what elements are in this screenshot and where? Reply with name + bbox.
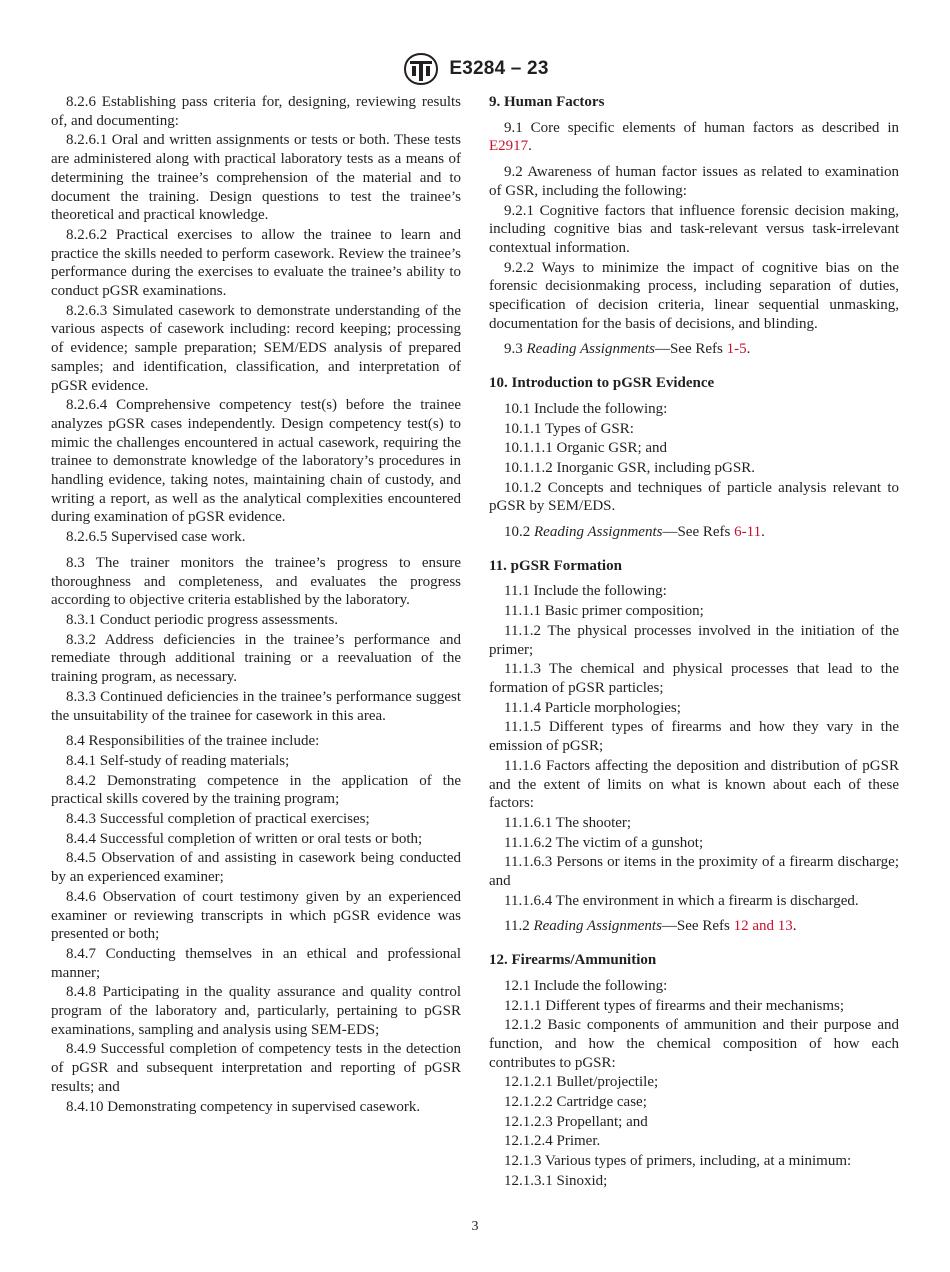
ref-link-6-11[interactable]: 6-11: [734, 524, 762, 541]
para-12-1-2-4: 12.1.2.4 Primer.: [504, 1133, 601, 1150]
para-8-2-6-2: 8.2.6.2 Practical exercises to allow the trainee to learn and practice the skills needed to perform casework. Review the trainee’s performance during the exercises to evaluate the trainee’s ability to conduct pGSR examinations.: [51, 226, 461, 300]
para-12-1-2-2: 12.1.2.2 Cartridge case;: [504, 1094, 647, 1111]
para-11-1-6: 11.1.6 Factors affecting the deposition and distribution of pGSR and the extent of limits on what is known about each of these factors:: [489, 757, 899, 812]
para-9-2-2: 9.2.2 Ways to minimize the impact of cognitive bias on the forensic decisionmaking process, including separation of duties, specification of decision criteria, linear sequential unmasking, documentation for the basis of decisions, and blinding.: [489, 259, 899, 332]
para-8-2-6-5: 8.2.6.5 Supervised case work.: [66, 529, 246, 546]
astm-logo-icon: [401, 52, 441, 86]
para-8-4-7: 8.4.7 Conducting themselves in an ethical and professional manner;: [51, 945, 461, 981]
para-10-2-mid: —See Refs: [662, 524, 735, 541]
para-9-1: [489, 119, 899, 156]
para-8-4-5: 8.4.5 Observation of and assisting in casework being conducted by an experienced examiner;: [51, 850, 461, 886]
para-12-1: 12.1 Include the following:: [504, 977, 668, 994]
para-10-1-1-1: 10.1.1.1 Organic GSR; and: [504, 440, 668, 457]
heading-9: 9. Human Factors: [489, 94, 605, 110]
heading-11: 11. pGSR Formation: [489, 557, 622, 574]
para-10-2-num: 10.2: [504, 524, 534, 541]
para-11-1-6-1: 11.1.6.1 The shooter;: [504, 814, 632, 831]
para-12-1-2-3: 12.1.2.3 Propellant; and: [504, 1113, 648, 1130]
page-number: 3: [471, 1219, 479, 1234]
para-12-1-3: 12.1.3 Various types of primers, including, at a minimum:: [504, 1153, 852, 1170]
para-9-3: [489, 340, 899, 359]
para-11-1: 11.1 Include the following:: [504, 583, 667, 600]
para-8-4-3: 8.4.3 Successful completion of practical exercises;: [66, 811, 370, 828]
para-11-2-mid: —See Refs: [661, 918, 734, 935]
para-9-1-end: .: [528, 138, 532, 155]
ref-link-1-5[interactable]: 1-5: [726, 341, 747, 358]
right-column: [489, 93, 899, 1192]
para-8-4-1: 8.4.1 Self-study of reading materials;: [66, 752, 290, 769]
para-8-2-6: 8.2.6 Establishing pass criteria for, designing, reviewing results of, and documenting:: [51, 94, 461, 129]
document-id: E3284 – 23: [449, 58, 549, 79]
para-11-1-6-4: 11.1.6.4 The environment in which a firearm is discharged.: [504, 892, 859, 909]
ref-link-12-13[interactable]: 12 and 13: [733, 918, 793, 935]
para-8-4-6: 8.4.6 Observation of court testimony given by an experienced examiner or reviewing transcripts in which pGSR evidence was presented or both;: [51, 888, 461, 943]
para-11-2-end: .: [792, 918, 797, 935]
para-11-1-4: 11.1.4 Particle morphologies;: [504, 699, 681, 716]
reading-assignments-label: Reading Assignments: [534, 524, 663, 541]
para-9-2: 9.2 Awareness of human factor issues as related to examination of GSR, including the following:: [489, 164, 899, 199]
para-10-1-2: 10.1.2 Concepts and techniques of particle analysis relevant to pGSR by SEM/EDS.: [489, 479, 899, 515]
para-8-2-6-4: 8.2.6.4 Comprehensive competency test(s) before the trainee analyzes pGSR cases independently. Design competency test(s) to mimic the challenges encountered in actual casework, requiring the trainee to demonstrate knowledge of the laboratory’s procedures in handling evidence, taking notes, maintaining chain of custody, and writing a report, as well as the analytical complexities encountered during examination of pGSR evidence.: [51, 397, 461, 526]
para-8-4-8: 8.4.8 Participating in the quality assurance and quality control program of the laboratory and, particularly, pertaining to pGSR examinations, sampling and analysis using SEM-EDS;: [51, 984, 461, 1038]
para-11-1-6-3: 11.1.6.3 Persons or items in the proximity of a firearm discharge; and: [489, 854, 899, 890]
para-10-2-end: .: [761, 524, 765, 541]
para-12-1-2-1: 12.1.2.1 Bullet/projectile;: [504, 1074, 659, 1091]
left-column: [51, 93, 461, 1117]
heading-12: 12. Firearms/Ammunition: [489, 952, 657, 969]
para-9-1-text: 9.1 Core specific elements of human factors as described in: [504, 119, 899, 136]
para-8-3-2: 8.3.2 Address deficiencies in the trainee’s performance and remediate through additional training or a reevaluation of the training program, as necessary.: [51, 631, 461, 686]
para-10-1: 10.1 Include the following:: [504, 400, 668, 417]
para-10-1-1: 10.1.1 Types of GSR:: [504, 420, 634, 437]
para-8-4-4: 8.4.4 Successful completion of written or oral tests or both;: [66, 830, 423, 847]
para-10-2: [489, 523, 899, 542]
reading-assignments-label: Reading Assignments: [526, 341, 655, 358]
reading-assignments-label: Reading Assignments: [533, 918, 662, 935]
para-8-4-2: 8.4.2 Demonstrating competence in the application of the practical skills covered by the training program;: [51, 772, 461, 808]
para-12-1-2: 12.1.2 Basic components of ammunition and their purpose and function, and how the chemical composition of how each contributes to pGSR:: [489, 1017, 899, 1071]
para-11-2-num: 11.2: [504, 918, 534, 935]
para-9-3-num: 9.3: [504, 341, 527, 358]
page-header: [0, 52, 950, 86]
para-8-4-10: 8.4.10 Demonstrating competency in supervised casework.: [66, 1098, 421, 1115]
para-11-1-2: 11.1.2 The physical processes involved in the initiation of the primer;: [489, 622, 899, 658]
para-12-1-3-1: 12.1.3.1 Sinoxid;: [504, 1172, 608, 1189]
para-9-2-1: 9.2.1 Cognitive factors that influence forensic decision making, including cognitive bias and task-relevant versus task-irrelevant contextual information.: [489, 202, 899, 256]
para-8-2-6-3: 8.2.6.3 Simulated casework to demonstrate understanding of the various aspects of casework including: record keeping; processing of evidence; sample preparation; SEM/EDS analysis of prepared samples; and identification, classification, and interpretation of pGSR evidence.: [51, 302, 461, 394]
para-11-1-1: 11.1.1 Basic primer composition;: [504, 603, 704, 620]
para-11-1-3: 11.1.3 The chemical and physical processes that lead to the formation of pGSR particles;: [489, 661, 899, 696]
para-10-1-1-2: 10.1.1.2 Inorganic GSR, including pGSR.: [504, 459, 755, 476]
para-8-4: 8.4 Responsibilities of the trainee include:: [66, 733, 320, 750]
para-12-1-1: 12.1.1 Different types of firearms and their mechanisms;: [504, 997, 845, 1014]
para-8-2-6-1: 8.2.6.1 Oral and written assignments or tests or both. These tests are administered along with practical laboratory tests as a means of determining the trainee’s comprehension of the material and to document the training. Design questions to test the trainee’s theoretical and practical knowledge.: [51, 132, 461, 224]
para-11-1-5: 11.1.5 Different types of firearms and how they vary in the emission of pGSR;: [489, 719, 899, 755]
para-11-1-6-2: 11.1.6.2 The victim of a gunshot;: [504, 834, 704, 851]
para-8-3-1: 8.3.1 Conduct periodic progress assessments.: [66, 611, 339, 628]
ref-link-e2917[interactable]: E2917: [489, 138, 529, 155]
para-9-3-mid: —See Refs: [654, 341, 727, 358]
para-8-3-3: 8.3.3 Continued deficiencies in the trainee’s performance suggest the unsuitability of the trainee for casework in this area.: [51, 688, 461, 724]
heading-10: 10. Introduction to pGSR Evidence: [489, 375, 715, 392]
para-9-3-end: .: [746, 341, 751, 358]
para-8-4-9: 8.4.9 Successful completion of competency tests in the detection of pGSR and subsequent interpretation and reporting of pGSR results; and: [51, 1041, 461, 1095]
para-11-2: [489, 917, 899, 936]
para-8-3: 8.3 The trainer monitors the trainee’s progress to ensure thoroughness and completeness, and evaluates the progress according to objective criteria established by the laboratory.: [51, 554, 461, 609]
